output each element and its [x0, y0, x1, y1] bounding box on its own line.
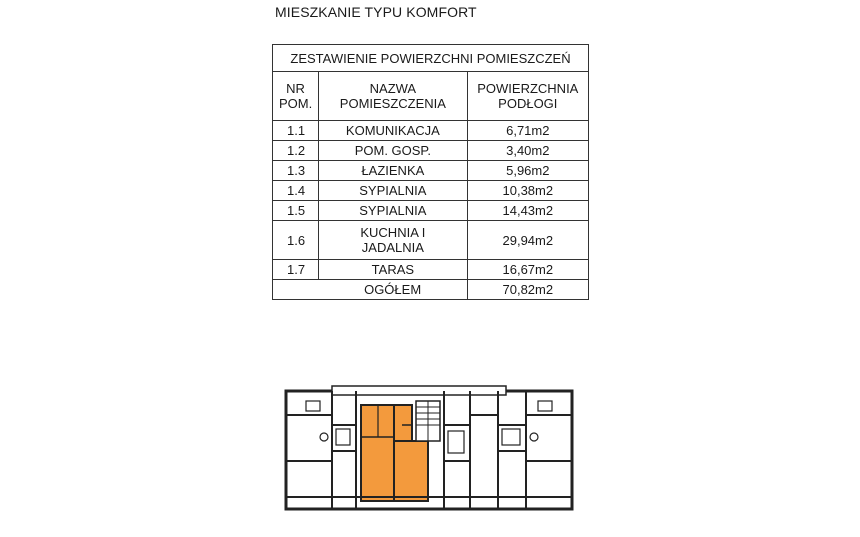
- room-number: 1.3: [273, 161, 319, 181]
- table-row: [273, 181, 589, 201]
- room-name: ŁAZIENKA: [319, 161, 467, 181]
- header-area: POWIERZCHNIA PODŁOGI: [467, 72, 588, 121]
- table-row: [273, 201, 589, 221]
- room-number: 1.1: [273, 121, 319, 141]
- header-nr: NR POM.: [273, 72, 319, 121]
- table-caption: ZESTAWIENIE POWIERZCHNI POMIESZCZEŃ: [273, 45, 589, 72]
- room-area: 5,96m2: [467, 161, 588, 181]
- room-name: SYPIALNIA: [319, 181, 467, 201]
- room-area: 29,94m2: [467, 221, 588, 260]
- room-number: 1.6: [273, 221, 319, 260]
- room-area: 3,40m2: [467, 141, 588, 161]
- table-row: [273, 221, 589, 260]
- table-row: [273, 260, 589, 280]
- room-name: KUCHNIA I JADALNIA: [319, 221, 467, 260]
- room-number: 1.2: [273, 141, 319, 161]
- total-label: OGÓŁEM: [319, 280, 467, 300]
- room-area-table: [272, 44, 589, 300]
- room-name: SYPIALNIA: [319, 201, 467, 221]
- corridor-band: [332, 386, 506, 395]
- total-blank: [273, 280, 319, 300]
- room-name: KOMUNIKACJA: [319, 121, 467, 141]
- page-title: MIESZKANIE TYPU KOMFORT: [275, 4, 477, 20]
- room-name: TARAS: [319, 260, 467, 280]
- table-row: [273, 161, 589, 181]
- table-row: [273, 121, 589, 141]
- table-header-row: [273, 72, 589, 121]
- staircase: [416, 401, 440, 441]
- room-area: 14,43m2: [467, 201, 588, 221]
- total-area: 70,82m2: [467, 280, 588, 300]
- room-name: POM. GOSP.: [319, 141, 467, 161]
- header-name: NAZWA POMIESZCZENIA: [319, 72, 467, 121]
- room-number: 1.4: [273, 181, 319, 201]
- room-number: 1.5: [273, 201, 319, 221]
- room-area: 10,38m2: [467, 181, 588, 201]
- total-row: [273, 280, 589, 300]
- room-area: 16,67m2: [467, 260, 588, 280]
- room-number: 1.7: [273, 260, 319, 280]
- floor-plan: [284, 385, 576, 512]
- room-area: 6,71m2: [467, 121, 588, 141]
- table-row: [273, 141, 589, 161]
